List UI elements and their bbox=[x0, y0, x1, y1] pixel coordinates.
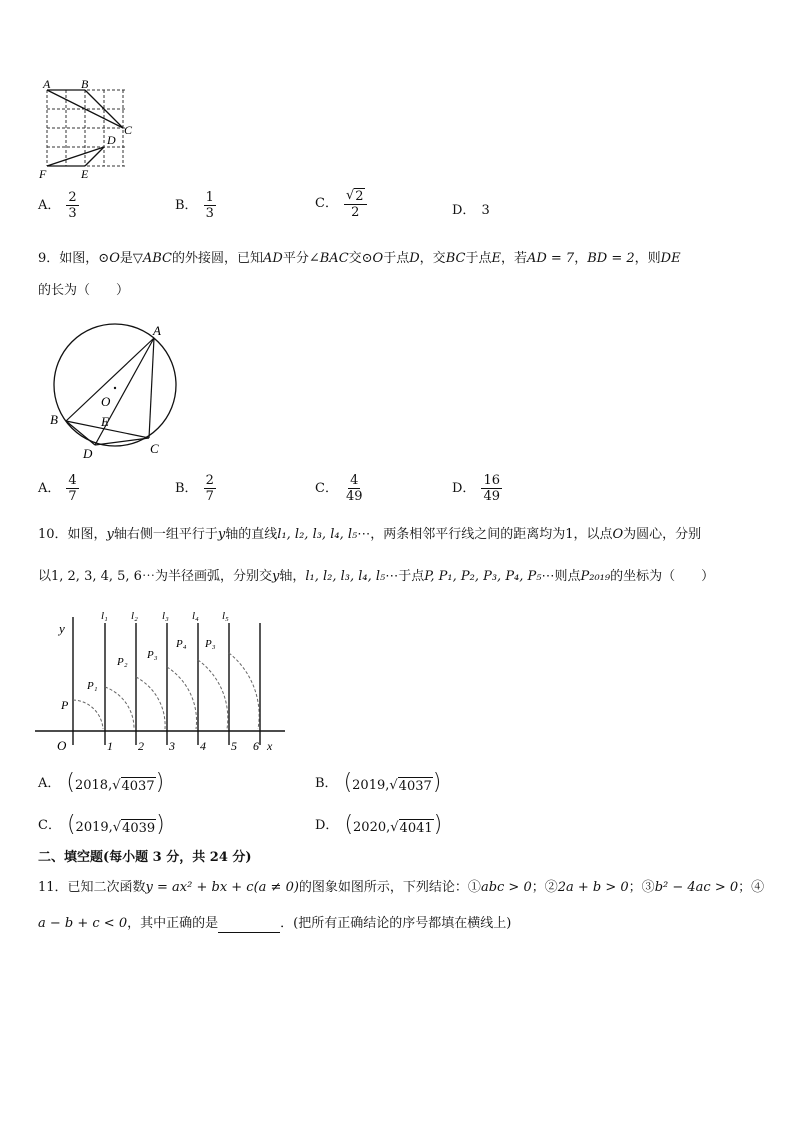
tick-label-1: 1 bbox=[107, 739, 113, 753]
point-label-p4: P₄ bbox=[176, 638, 187, 650]
origin-label: O bbox=[57, 738, 67, 753]
sqrt-sign: √ 2 bbox=[345, 188, 364, 204]
label-e: E bbox=[81, 167, 89, 181]
tick-label-5: 5 bbox=[231, 739, 237, 753]
fraction: $\frac{4}{7}$ bbox=[68, 473, 77, 504]
q10-stem-line1: 10．如图，y轴右侧一组平行于y轴的直线l₁, l₂, l₃, l₄, l₅⋯，两条相邻平行线之间的距离均为1，以点O为圆心，分别 bbox=[38, 527, 702, 542]
q9-option-d[interactable]: D． $\frac{16}{49}$ bbox=[452, 473, 500, 504]
point-label-p2: P₂ bbox=[117, 656, 128, 668]
q10-option-d[interactable]: D． (2020,√ 4041 ) bbox=[315, 812, 443, 837]
q8-option-d[interactable]: D． 3 bbox=[452, 203, 490, 218]
q9-circle-figure bbox=[45, 320, 185, 460]
circle-label-o: O bbox=[101, 394, 111, 409]
fraction: $\frac{2}{3}$ bbox=[68, 190, 77, 221]
circle-label-c: C bbox=[150, 441, 159, 456]
sqrt-sign: √ 4037 bbox=[112, 778, 155, 794]
q10-option-c[interactable]: C． (2019,√ 4039 ) bbox=[38, 812, 165, 837]
fraction: $\frac{16}{49}$ bbox=[483, 473, 500, 504]
q11-stem-line1: 11．已知二次函数y = ax² + bx + c(a ≠ 0)的图象如图所示，下列结论：①abc > 0；②2a + b > 0；③b² − 4ac > 0；④ bbox=[38, 880, 765, 895]
tick-label-3: 3 bbox=[169, 739, 175, 753]
circle-label-b: B bbox=[50, 412, 58, 427]
fraction: $\frac{4}{49}$ bbox=[345, 473, 363, 504]
line-label-l3: l₃ bbox=[162, 610, 169, 622]
point-label-p: P bbox=[61, 698, 69, 712]
q9-stem-line1: 9．如图，⊙O是▽ABC的外接圆，已知AD平分∠BAC交⊙O于点D，交BC于点E，若AD = 7，BD = 2，则DE bbox=[38, 251, 681, 266]
q8-option-c[interactable]: C． √ 2 2 bbox=[315, 188, 367, 220]
label-a: A bbox=[43, 77, 51, 91]
point-label-p5: P₃ bbox=[205, 638, 216, 650]
q10-option-b[interactable]: B． (2019,√ 4037 ) bbox=[315, 770, 442, 795]
q9-option-c[interactable]: C． $\frac{4}{49}$ bbox=[315, 473, 363, 504]
label-f: F bbox=[39, 167, 47, 181]
tick-label-6: 6 bbox=[253, 739, 259, 753]
circle-label-a: A bbox=[153, 323, 161, 338]
axis-label-y: y bbox=[59, 621, 65, 636]
sqrt-sign: √ 4039 bbox=[112, 820, 156, 836]
answer-blank[interactable] bbox=[218, 919, 280, 933]
q9-stem-line2: 的长为（ ） bbox=[38, 283, 130, 298]
section-title: 二、填空题(每小题 3 分，共 24 分) bbox=[38, 850, 252, 865]
line-label-l4: l₄ bbox=[192, 610, 199, 622]
line-label-l1: l₁ bbox=[101, 610, 108, 622]
q8-grid-figure bbox=[35, 76, 145, 182]
label-b: B bbox=[81, 77, 89, 91]
line-label-l5: l₅ bbox=[222, 610, 229, 622]
tick-label-4: 4 bbox=[200, 739, 206, 753]
fraction: √ 2 2 bbox=[344, 188, 367, 220]
fraction: $\frac{2}{7}$ bbox=[205, 473, 214, 504]
q8-option-b[interactable]: B． $\frac{1}{3}$ bbox=[175, 190, 214, 221]
circle-label-d: D bbox=[83, 446, 93, 460]
sqrt-sign: √ 4037 bbox=[389, 778, 432, 794]
q8-option-a[interactable]: A． $\frac{2}{3}$ bbox=[38, 190, 77, 221]
label-d: D bbox=[107, 133, 116, 147]
q10-arcs-figure bbox=[35, 605, 295, 755]
point-label-p1: P₁ bbox=[87, 680, 98, 692]
q9-option-b[interactable]: B． $\frac{2}{7}$ bbox=[175, 473, 214, 504]
label-c: C bbox=[124, 123, 133, 137]
q10-stem-line2: 以1, 2, 3, 4, 5, 6⋯为半径画弧，分别交y轴，l₁, l₂, l₃, l₄, l₅⋯于点P, P₁, P₂, P₃, P₄, P₅⋯则点P₂₀₁₉的坐标为（ ） bbox=[38, 569, 715, 584]
point-label-p3: P₃ bbox=[147, 649, 158, 661]
q11-stem-line2: a − b + c < 0，其中正确的是 ．(把所有正确结论的序号都填在横线上) bbox=[38, 916, 512, 931]
axis-label-x: x bbox=[267, 739, 273, 753]
q9-option-a[interactable]: A． $\frac{4}{7}$ bbox=[38, 473, 77, 504]
q10-option-a[interactable]: A． (2018,√ 4037 ) bbox=[38, 770, 165, 795]
fraction: $\frac{1}{3}$ bbox=[205, 190, 214, 221]
sqrt-sign: √ 4041 bbox=[390, 820, 433, 836]
tick-label-2: 2 bbox=[138, 739, 144, 753]
line-label-l2: l₂ bbox=[131, 610, 138, 622]
circle-label-e: E bbox=[101, 414, 109, 429]
